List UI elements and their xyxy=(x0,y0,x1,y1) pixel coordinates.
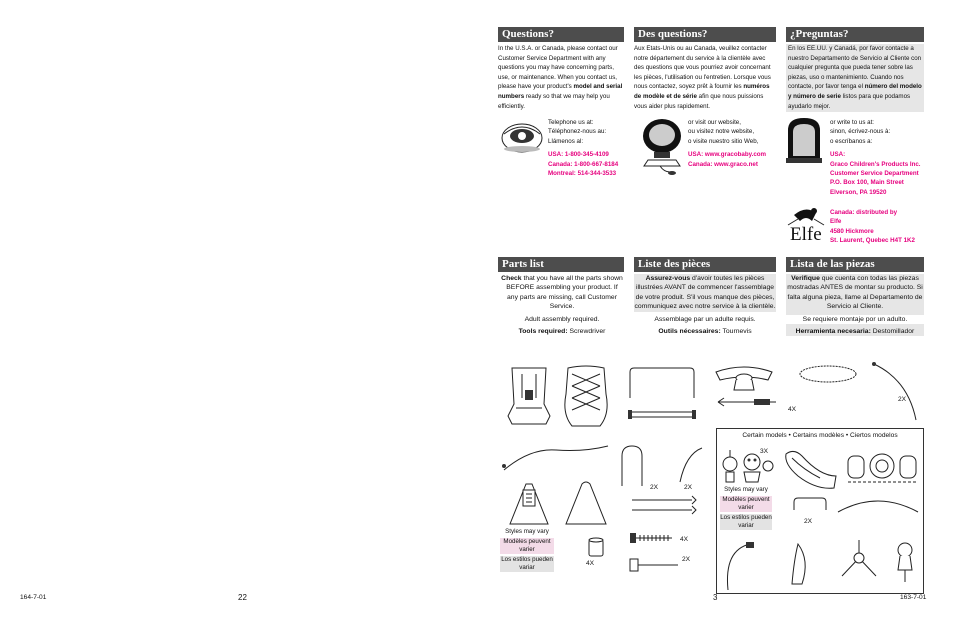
canopy-panel-part xyxy=(784,540,814,588)
contact-phone: Telephone us at: Téléphonez-nous au: Llámenos al: USA: 1-800-345-4109 Canada: 1-800-667-8184 Montreal: 514-344-3533 xyxy=(548,119,619,178)
long-screw-part xyxy=(628,530,674,546)
questions-body-fr: Aux Etats-Unis ou au Canada, veuillez contacter notre département du service à la clientèle avec des questions que vous pourriez avoir concernant les pièces, l'utilisation ou l'entretien. Lorsque vous nous contactez, soyez prêt à fournir les numéros de modèle et de série afin que nous puissions vous aider plus rapidement. xyxy=(634,45,771,110)
qty-2x-bolt: 2X xyxy=(682,556,691,563)
base-housing-part xyxy=(506,480,552,528)
computer-icon xyxy=(640,116,684,176)
questions-body-en: In the U.S.A. or Canada, please contact our Customer Service Department with any questions you may have concerning parts, use, or maintenance. When you contact us, please have your product's model and serial numbers ready so that we may help you efficiently. xyxy=(498,45,623,110)
canopy-arc-part xyxy=(834,494,922,516)
qty-2x-handle: 2X xyxy=(804,518,813,525)
curved-rod-part xyxy=(868,360,924,426)
knob-part xyxy=(890,540,920,586)
parts-header-fr: Liste des pièces xyxy=(634,257,776,272)
styles-may-vary-note-1: Styles may vary Modèles peuvent varier Los estilos pueden variar xyxy=(501,528,553,571)
front-leg-tube-part xyxy=(500,444,612,474)
handle-bar-part xyxy=(790,496,830,514)
short-bars-part xyxy=(628,494,698,524)
qty-2x-curved-rod: 2X xyxy=(898,396,907,403)
parts-header-es: Lista de las piezas xyxy=(786,257,924,272)
qty-2x-leg-a: 2X xyxy=(650,484,659,491)
arch-leg-part xyxy=(618,444,646,488)
bolt-part xyxy=(628,556,680,574)
parts-body-fr: Assurez-vous d'avoir toutes les pièces illustrées AVANT de commencer l'assemblage de votre produit. S'il vous manque des pièces, communiquez avec notre service à la clientèle. Assemblage par un adulte requis. Outils nécessaires: Tournevis xyxy=(634,275,776,336)
questions-header-fr: Des questions? xyxy=(634,27,776,42)
spinning-base-part xyxy=(836,536,882,582)
elfe-logo: Elfe xyxy=(786,205,826,247)
contact-web: or visit our website, ou visitez notre website, o visite nuestro sitio Web, USA: www.gracobaby.com Canada: www.graco.net xyxy=(688,119,767,168)
parts-body-es: Verifique que cuenta con todas las piezas mostradas ANTES de montar su producto. Si falta alguna pieza, llame al Departamento de Servicio al Cliente. Se requiere montaje por un adulto. Herramienta necesaria: Destomillador xyxy=(787,275,923,336)
end-cap-part xyxy=(586,536,606,560)
u-leg-bar-part xyxy=(626,366,698,400)
footer-left-page-number: 22 xyxy=(238,593,247,602)
toy-bar-part xyxy=(842,446,922,492)
questions-header-en: Questions? xyxy=(498,27,624,42)
infant-insert-part xyxy=(780,446,840,492)
styles-may-vary-note-2: Styles may vary Modèles peuvent varier Los estilos pueden variar xyxy=(720,486,772,529)
cone-cover-part xyxy=(562,480,610,528)
parts-body-en: Check that you have all the parts shown BEFORE assembling your product. If any parts are missing, call Customer Service. Adult assembly required. Tools required: Screwdriver xyxy=(501,275,623,336)
strap-ring-part xyxy=(796,362,860,386)
qty-2x-leg-b: 2X xyxy=(684,484,693,491)
questions-header-es: ¿Preguntas? xyxy=(786,27,924,42)
qty-4x-cap: 4X xyxy=(586,560,595,567)
tray-part xyxy=(712,362,776,394)
qty-4x-rod: 4X xyxy=(788,406,797,413)
footer-left-code: 164-7-01 xyxy=(20,594,47,601)
certain-models-label: Certain models • Certains modèles • Ciertos modelos xyxy=(742,432,898,439)
rear-leg-tube-part xyxy=(676,444,706,484)
mailbox-icon xyxy=(784,116,824,166)
seat-pad-part xyxy=(560,364,612,430)
rod-part xyxy=(714,396,780,408)
cross-bar-part xyxy=(628,408,696,422)
telephone-icon xyxy=(500,122,544,154)
qty-3x-toys: 3X xyxy=(760,448,769,455)
questions-body-es: En los EE.UU. y Canadá, por favor contacte a nuestro Departamento de Servicio al Cliente con cualquier pregunta que pueda tener sobre las piezas, uso o mantenimiento. Cuando nos contacte, por favor tenga el número del modelo y número de serie listos para que podamos ayudarlo mejor. xyxy=(786,44,924,112)
seat-back-frame-part xyxy=(506,364,552,428)
qty-4x-screw: 4X xyxy=(680,536,689,543)
canopy-hook-part xyxy=(720,540,760,594)
parts-header-en: Parts list xyxy=(498,257,624,272)
footer-right-page-number: 3 xyxy=(713,593,718,602)
canada-distributor: Canada: distributed by Elfe 4580 Hickmore St. Laurent, Quebec H4T 1K2 xyxy=(830,209,915,245)
footer-right-code: 163-7-01 xyxy=(900,594,927,601)
contact-mail: or write to us at: sinon, écrivez-nous à: o escríbanos a: USA: Graco Children's Products Inc. Customer Service Department P.O. Box 100, Main Street Elverson, PA 19520 xyxy=(830,119,921,196)
